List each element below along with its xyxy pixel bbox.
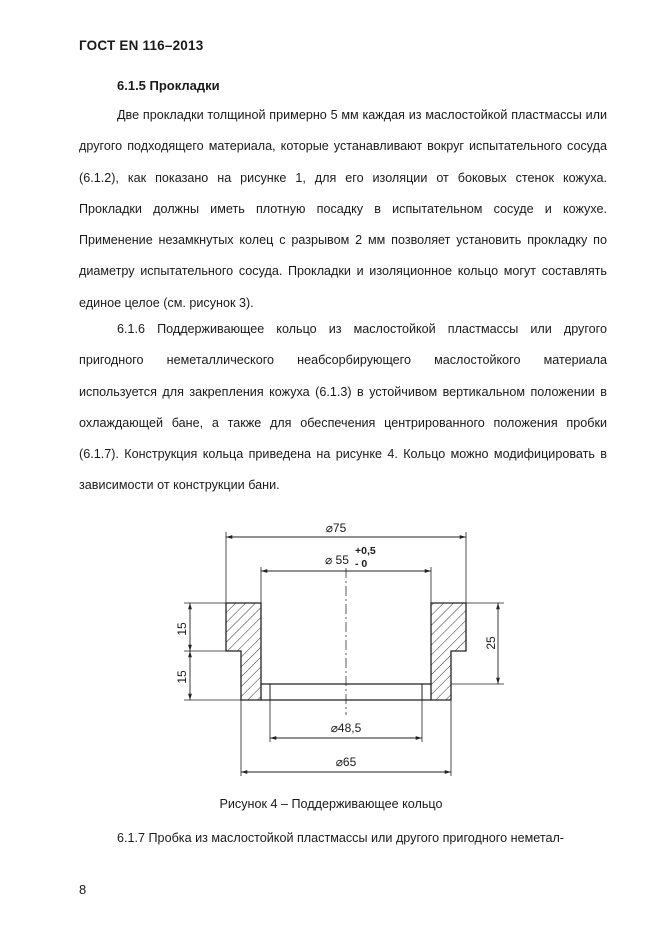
ring-drawing-svg	[170, 510, 510, 780]
dim-d75-label: ⌀75	[325, 521, 347, 535]
figure-caption: Рисунок 4 – Поддерживающее кольцо	[219, 797, 443, 811]
standard-header: ГОСТ EN 116–2013	[79, 38, 204, 53]
dim-h15-top-label: 15	[175, 622, 189, 636]
dim-h25-label: 25	[484, 636, 498, 650]
page-number: 8	[79, 882, 87, 897]
section-heading: 6.1.5 Прокладки	[117, 78, 220, 93]
dim-d65-label: ⌀65	[335, 755, 357, 769]
paragraph-gaskets	[79, 100, 607, 319]
dim-d48-label: ⌀48,5	[330, 721, 362, 735]
ring-section-right	[431, 603, 466, 700]
dim-h15-bottom-label: 15	[175, 670, 189, 684]
dim-d55-tol-lower: - 0	[355, 558, 368, 570]
support-ring-drawing	[170, 510, 510, 780]
paragraph-support-ring	[79, 314, 607, 502]
ring-section-left	[226, 603, 261, 700]
paragraph-stopper	[79, 823, 607, 854]
dim-d55-label: ⌀ 55	[325, 553, 349, 567]
dim-d55-tol-upper: +0,5	[355, 545, 376, 557]
paragraph-stopper-text: 6.1.7 Пробка из маслостойкой пластмассы или другого пригодного неметал-	[117, 831, 564, 845]
paragraph-gaskets-text: Две прокладки толщиной примерно 5 мм каждая из маслостойкой пластмассы или другого подходящего материала, которые устанавливают вокруг испытательного сосуда (6.1.2), как показано на рисунке 1, для его изоляции от боковых стенок кожуха. Прокладки должны иметь плотную посадку в испытательном сосуде и кожухе. Применение незамкнутых колец с разрывом 2 мм позволяет установить прокладку по диаметру испытательного сосуда. Прокладки и изоляционное кольцо могут составлять единое целое (см. рисунок 3).	[79, 108, 607, 310]
paragraph-support-ring-text: 6.1.6 Поддерживающее кольцо из маслостойкой пластмассы или другого пригодного неметаллического неабсорбирующего маслостойкого материала используется для закрепления кожуха (6.1.3) в устойчивом вертикальном положении в охлаждающей бане, а также для обеспечения центрированного положения пробки (6.1.7). Конструкция кольца приведена на рисунке 4. Кольцо можно модифицировать в зависимости от конструкции бани.	[79, 322, 607, 493]
